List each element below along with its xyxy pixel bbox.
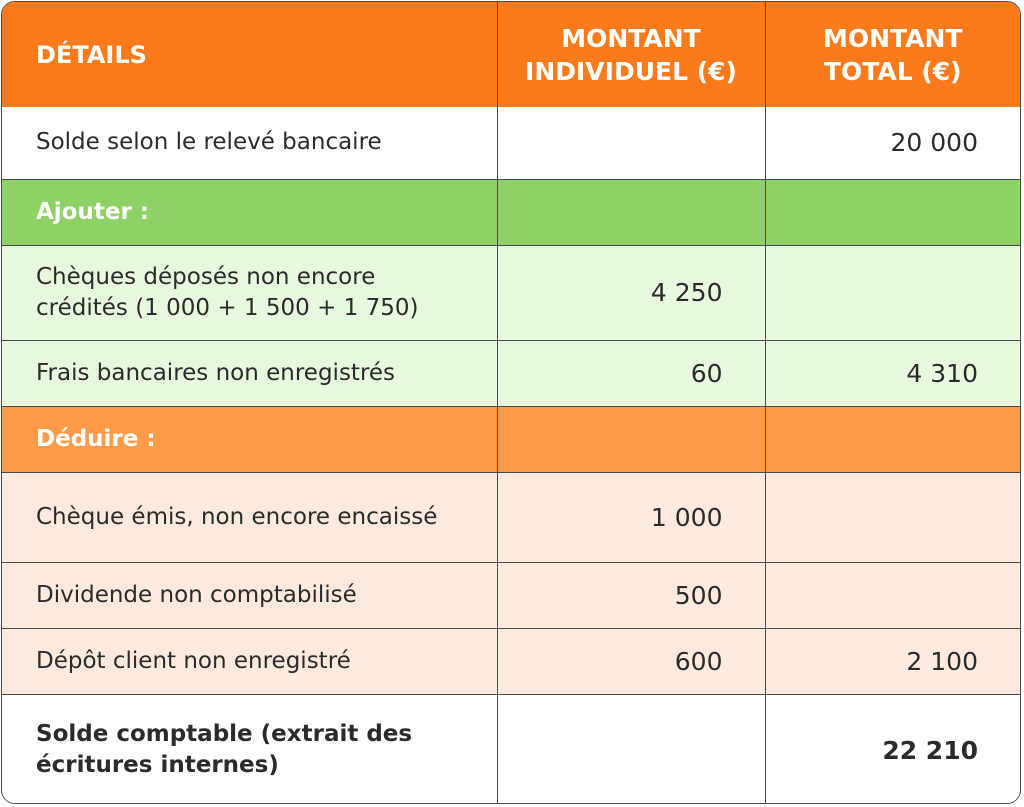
table-row-dividend bbox=[2, 562, 1020, 628]
row-individual bbox=[497, 406, 765, 472]
row-individual bbox=[497, 179, 765, 245]
header-row bbox=[2, 2, 1020, 107]
table-row-cheques-deposited bbox=[2, 245, 1020, 340]
bank-reconciliation-table bbox=[2, 2, 1020, 804]
row-label: Solde selon le relevé bancaire bbox=[2, 107, 497, 179]
row-individual: 1 000 bbox=[497, 472, 765, 562]
row-individual: 4 250 bbox=[497, 245, 765, 340]
table-row-bank-statement-balance bbox=[2, 107, 1020, 179]
row-total bbox=[765, 562, 1020, 628]
table-row-bank-fees bbox=[2, 340, 1020, 406]
row-individual bbox=[497, 107, 765, 179]
section-row-deduct bbox=[2, 406, 1020, 472]
row-label: Solde comptable (extrait des écritures internes) bbox=[2, 694, 497, 804]
header-details: DÉTAILS bbox=[2, 2, 497, 107]
row-label: Dividende non comptabilisé bbox=[2, 562, 497, 628]
row-individual: 60 bbox=[497, 340, 765, 406]
row-label: Frais bancaires non enregistrés bbox=[2, 340, 497, 406]
row-label: Dépôt client non enregistré bbox=[2, 628, 497, 694]
row-individual bbox=[497, 694, 765, 804]
table-row-book-balance bbox=[2, 694, 1020, 804]
row-total bbox=[765, 245, 1020, 340]
table-row-client-deposit bbox=[2, 628, 1020, 694]
row-total: 2 100 bbox=[765, 628, 1020, 694]
row-individual: 500 bbox=[497, 562, 765, 628]
row-total: 4 310 bbox=[765, 340, 1020, 406]
row-total bbox=[765, 472, 1020, 562]
section-label-add: Ajouter : bbox=[2, 179, 497, 245]
row-total: 20 000 bbox=[765, 107, 1020, 179]
header-total-amount: MONTANT TOTAL (€) bbox=[765, 2, 1020, 107]
table-row-cheque-issued bbox=[2, 472, 1020, 562]
section-row-add bbox=[2, 179, 1020, 245]
row-individual: 600 bbox=[497, 628, 765, 694]
reconciliation-table-frame bbox=[1, 1, 1021, 804]
row-label: Chèques déposés non encore crédités (1 000 + 1 500 + 1 750) bbox=[2, 245, 497, 340]
row-total bbox=[765, 179, 1020, 245]
header-individual-amount: MONTANT INDIVIDUEL (€) bbox=[497, 2, 765, 107]
row-total bbox=[765, 406, 1020, 472]
row-total: 22 210 bbox=[765, 694, 1020, 804]
row-label: Chèque émis, non encore encaissé bbox=[2, 472, 497, 562]
section-label-deduct: Déduire : bbox=[2, 406, 497, 472]
